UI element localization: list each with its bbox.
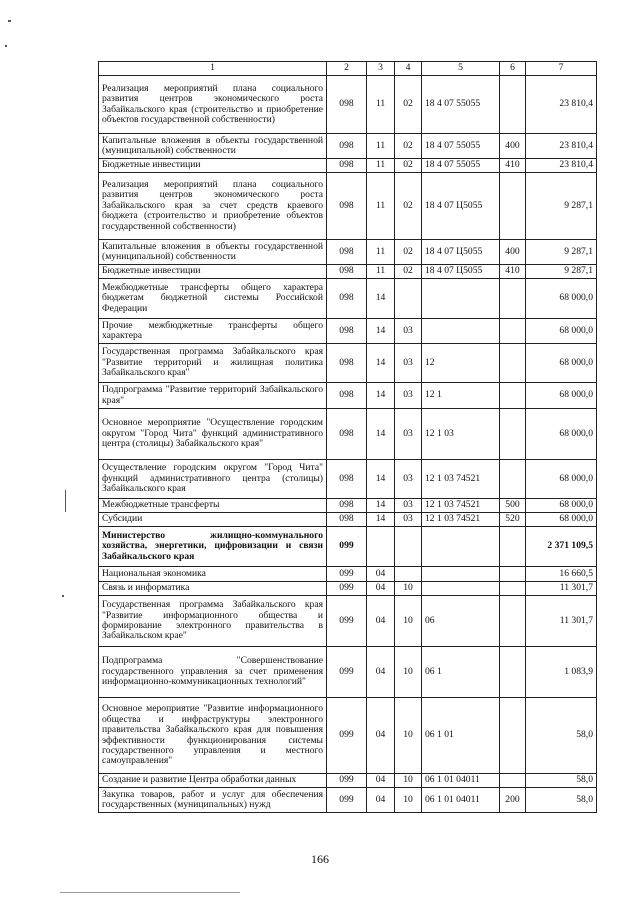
table-row: [99, 279, 597, 319]
section-code-cell: 14: [367, 409, 395, 460]
amount-cell: 2 371 109,5: [526, 527, 597, 567]
scan-mark: [8, 20, 11, 22]
scan-mark: [62, 595, 64, 597]
section-code-cell: 04: [367, 596, 395, 647]
column-header: 6: [500, 62, 526, 76]
subsection-code-cell: 10: [395, 596, 422, 647]
expense-type-cell: 520: [500, 513, 526, 527]
table-row: [99, 527, 597, 567]
subsection-code-cell: 03: [395, 499, 422, 513]
expense-type-cell: [500, 460, 526, 499]
table-row: [99, 409, 597, 460]
subsection-code-cell: 02: [395, 265, 422, 279]
section-code-cell: 11: [367, 76, 395, 134]
row-name-cell: Основное мероприятие "Развитие информационного общества и инфраструктуры электронного правительства Забайкальского края для повышения эффективности функционирования системы государственного управления и местного самоуправления": [99, 698, 327, 774]
expense-type-cell: [500, 279, 526, 319]
subsection-code-cell: 02: [395, 76, 422, 134]
row-name-cell: Бюджетные инвестиции: [99, 159, 327, 173]
target-article-cell: 06: [422, 596, 500, 647]
subsection-code-cell: 03: [395, 344, 422, 383]
table-row: [99, 159, 597, 173]
amount-cell: 68 000,0: [526, 460, 597, 499]
table-row: [99, 513, 597, 527]
column-header: 7: [526, 62, 597, 76]
section-code-cell: 14: [367, 279, 395, 319]
ministry-code-cell: 098: [327, 159, 367, 173]
amount-cell: 9 287,1: [526, 265, 597, 279]
row-name-cell: Связь и информатика: [99, 582, 327, 596]
column-header: 3: [367, 62, 395, 76]
page-number: 166: [311, 852, 329, 866]
section-code-cell: 11: [367, 134, 395, 159]
amount-cell: 68 000,0: [526, 409, 597, 460]
target-article-cell: 18 4 07 55055: [422, 134, 500, 159]
table-row: [99, 499, 597, 513]
row-name-cell: Реализация мероприятий плана социального развития центров экономического роста Забайкальского края (строительство и приобретение объектов государственной собственности): [99, 76, 327, 134]
subsection-code-cell: 10: [395, 647, 422, 698]
amount-cell: 68 000,0: [526, 513, 597, 527]
expense-type-cell: 500: [500, 499, 526, 513]
table-row: [99, 567, 597, 582]
row-name-cell: Осуществление городским округом "Город Чита" функций административного центра (столицы) Забайкальского края: [99, 460, 327, 499]
section-code-cell: 14: [367, 499, 395, 513]
section-code-cell: 11: [367, 173, 395, 240]
subsection-code-cell: [395, 567, 422, 582]
expense-type-cell: 410: [500, 159, 526, 173]
section-code-cell: 04: [367, 788, 395, 813]
target-article-cell: [422, 319, 500, 344]
section-code-cell: [367, 527, 395, 567]
table-row: [99, 76, 597, 134]
section-code-cell: 14: [367, 513, 395, 527]
expense-type-cell: [500, 409, 526, 460]
row-name-cell: Реализация мероприятий плана социального развития центров экономического роста Забайкальского края за счет средств краевого бюджета (строительство и приобретение объектов государственной собственности): [99, 173, 327, 240]
table-body: [99, 62, 597, 813]
column-header: 5: [422, 62, 500, 76]
table-row: [99, 582, 597, 596]
subsection-code-cell: 02: [395, 173, 422, 240]
table-row: [99, 134, 597, 159]
table-row: [99, 173, 597, 240]
expense-type-cell: [500, 319, 526, 344]
section-code-cell: 04: [367, 774, 395, 788]
scan-mark: [65, 490, 66, 512]
section-code-cell: 14: [367, 319, 395, 344]
ministry-code-cell: 099: [327, 788, 367, 813]
budget-table: [98, 61, 597, 813]
section-code-cell: 14: [367, 383, 395, 409]
section-code-cell: 04: [367, 698, 395, 774]
section-code-cell: 04: [367, 647, 395, 698]
expense-type-cell: [500, 76, 526, 134]
amount-cell: 68 000,0: [526, 344, 597, 383]
subsection-code-cell: 03: [395, 460, 422, 499]
subsection-code-cell: [395, 279, 422, 319]
subsection-code-cell: 10: [395, 788, 422, 813]
ministry-code-cell: 099: [327, 527, 367, 567]
amount-cell: 68 000,0: [526, 499, 597, 513]
subsection-code-cell: 03: [395, 319, 422, 344]
scan-mark: [60, 892, 240, 893]
expense-type-cell: 410: [500, 265, 526, 279]
ministry-code-cell: 099: [327, 647, 367, 698]
subsection-code-cell: [395, 527, 422, 567]
column-header: 2: [327, 62, 367, 76]
target-article-cell: 18 4 07 Ц5055: [422, 173, 500, 240]
expense-type-cell: [500, 698, 526, 774]
column-header: 4: [395, 62, 422, 76]
table-row: [99, 265, 597, 279]
row-name-cell: Государственная программа Забайкальского края "Развитие информационного общества и формирование электронного правительства в Забайкальском крае": [99, 596, 327, 647]
target-article-cell: 06 1 01 04011: [422, 774, 500, 788]
row-name-cell: Капитальные вложения в объекты государственной (муниципальной) собственности: [99, 134, 327, 159]
amount-cell: 9 287,1: [526, 173, 597, 240]
amount-cell: 23 810,4: [526, 159, 597, 173]
expense-type-cell: [500, 344, 526, 383]
row-name-cell: Капитальные вложения в объекты государственной (муниципальной) собственности: [99, 240, 327, 265]
row-name-cell: Прочие межбюджетные трансферты общего характера: [99, 319, 327, 344]
table-row: [99, 319, 597, 344]
target-article-cell: 12 1 03: [422, 409, 500, 460]
section-code-cell: 11: [367, 265, 395, 279]
subsection-code-cell: 03: [395, 409, 422, 460]
amount-cell: 16 660,5: [526, 567, 597, 582]
ministry-code-cell: 098: [327, 383, 367, 409]
table-row: [99, 596, 597, 647]
ministry-code-cell: 099: [327, 596, 367, 647]
target-article-cell: 12 1 03 74521: [422, 513, 500, 527]
row-name-cell: Межбюджетные трансферты общего характера бюджетам бюджетной системы Российской Федерации: [99, 279, 327, 319]
row-name-cell: Государственная программа Забайкальского края "Развитие территорий и жилищная политика Забайкальского края": [99, 344, 327, 383]
table-row: [99, 460, 597, 499]
ministry-code-cell: 098: [327, 409, 367, 460]
target-article-cell: 12 1: [422, 383, 500, 409]
header-row: [99, 62, 597, 76]
row-name-cell: Межбюджетные трансферты: [99, 499, 327, 513]
expense-type-cell: [500, 647, 526, 698]
expense-type-cell: 400: [500, 240, 526, 265]
expense-type-cell: [500, 567, 526, 582]
subsection-code-cell: 10: [395, 582, 422, 596]
target-article-cell: 18 4 07 Ц5055: [422, 240, 500, 265]
amount-cell: 68 000,0: [526, 279, 597, 319]
target-article-cell: 18 4 07 Ц5055: [422, 265, 500, 279]
row-name-cell: Закупка товаров, работ и услуг для обеспечения государственных (муниципальных) нужд: [99, 788, 327, 813]
amount-cell: 23 810,4: [526, 76, 597, 134]
expense-type-cell: [500, 527, 526, 567]
ministry-code-cell: 098: [327, 76, 367, 134]
table-row: [99, 774, 597, 788]
expense-type-cell: 200: [500, 788, 526, 813]
amount-cell: 9 287,1: [526, 240, 597, 265]
ministry-code-cell: 099: [327, 698, 367, 774]
expense-type-cell: 400: [500, 134, 526, 159]
target-article-cell: [422, 527, 500, 567]
subsection-code-cell: 10: [395, 698, 422, 774]
ministry-code-cell: 098: [327, 513, 367, 527]
amount-cell: 68 000,0: [526, 319, 597, 344]
target-article-cell: 18 4 07 55055: [422, 76, 500, 134]
subsection-code-cell: 03: [395, 513, 422, 527]
section-code-cell: 11: [367, 159, 395, 173]
target-article-cell: [422, 567, 500, 582]
table-row: [99, 698, 597, 774]
ministry-code-cell: 098: [327, 134, 367, 159]
scan-mark: [5, 45, 7, 47]
subsection-code-cell: 03: [395, 383, 422, 409]
ministry-code-cell: 099: [327, 567, 367, 582]
row-name-cell: Бюджетные инвестиции: [99, 265, 327, 279]
expense-type-cell: [500, 774, 526, 788]
ministry-code-cell: 098: [327, 319, 367, 344]
table-row: [99, 344, 597, 383]
target-article-cell: 06 1 01 04011: [422, 788, 500, 813]
ministry-code-cell: 098: [327, 265, 367, 279]
expense-type-cell: [500, 596, 526, 647]
amount-cell: 58,0: [526, 788, 597, 813]
ministry-code-cell: 098: [327, 240, 367, 265]
subsection-code-cell: 02: [395, 159, 422, 173]
ministry-code-cell: 098: [327, 279, 367, 319]
section-code-cell: 14: [367, 460, 395, 499]
ministry-code-cell: 098: [327, 499, 367, 513]
row-name-cell: Министерство жилищно-коммунального хозяйства, энергетики, цифровизации и связи Забайкальского края: [99, 527, 327, 567]
ministry-code-cell: 098: [327, 173, 367, 240]
target-article-cell: 06 1 01: [422, 698, 500, 774]
target-article-cell: [422, 279, 500, 319]
amount-cell: 68 000,0: [526, 383, 597, 409]
target-article-cell: 18 4 07 55055: [422, 159, 500, 173]
amount-cell: 11 301,7: [526, 582, 597, 596]
target-article-cell: 12: [422, 344, 500, 383]
subsection-code-cell: 10: [395, 774, 422, 788]
section-code-cell: 04: [367, 567, 395, 582]
section-code-cell: 11: [367, 240, 395, 265]
row-name-cell: Подпрограмма "Развитие территорий Забайкальского края": [99, 383, 327, 409]
row-name-cell: Национальная экономика: [99, 567, 327, 582]
expense-type-cell: [500, 383, 526, 409]
table-row: [99, 647, 597, 698]
subsection-code-cell: 02: [395, 134, 422, 159]
amount-cell: 58,0: [526, 698, 597, 774]
target-article-cell: 12 1 03 74521: [422, 460, 500, 499]
table-row: [99, 240, 597, 265]
table-row: [99, 788, 597, 813]
ministry-code-cell: 098: [327, 460, 367, 499]
row-name-cell: Подпрограмма "Совершенствование государственного управления за счет применения информационно-коммуникационных технологий": [99, 647, 327, 698]
ministry-code-cell: 099: [327, 582, 367, 596]
expense-type-cell: [500, 173, 526, 240]
amount-cell: 23 810,4: [526, 134, 597, 159]
amount-cell: 58,0: [526, 774, 597, 788]
amount-cell: 11 301,7: [526, 596, 597, 647]
section-code-cell: 04: [367, 582, 395, 596]
target-article-cell: [422, 582, 500, 596]
column-header: 1: [99, 62, 327, 76]
amount-cell: 1 083,9: [526, 647, 597, 698]
target-article-cell: 12 1 03 74521: [422, 499, 500, 513]
subsection-code-cell: 02: [395, 240, 422, 265]
section-code-cell: 14: [367, 344, 395, 383]
row-name-cell: Субсидии: [99, 513, 327, 527]
ministry-code-cell: 098: [327, 344, 367, 383]
row-name-cell: Создание и развитие Центра обработки данных: [99, 774, 327, 788]
expense-type-cell: [500, 582, 526, 596]
target-article-cell: 06 1: [422, 647, 500, 698]
row-name-cell: Основное мероприятие "Осуществление городским округом "Город Чита" функций административного центра (столицы) Забайкальского края": [99, 409, 327, 460]
ministry-code-cell: 099: [327, 774, 367, 788]
table-row: [99, 383, 597, 409]
